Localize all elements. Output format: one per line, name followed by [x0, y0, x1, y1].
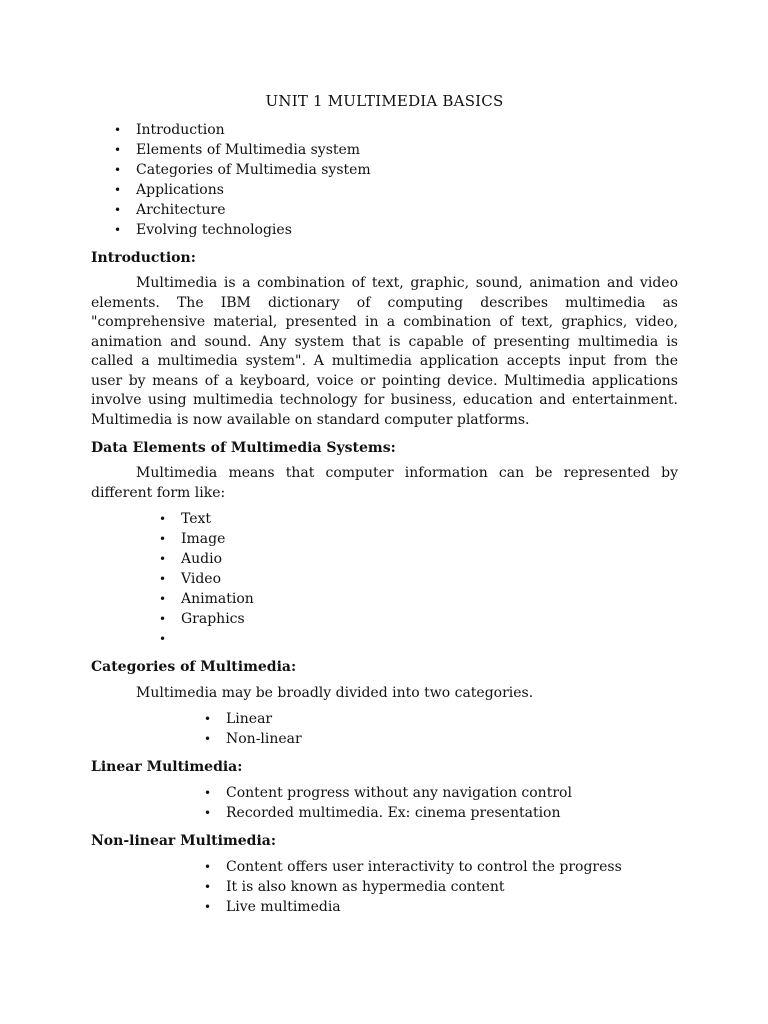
- categories-list: [204, 709, 678, 749]
- linear-heading: Linear Multimedia:: [91, 759, 243, 775]
- list-item: • Evolving technologies: [114, 222, 292, 238]
- list-item: [159, 629, 678, 649]
- bullet-icon: •: [114, 223, 122, 237]
- list-item: • Recorded multimedia. Ex: cinema presentation: [204, 805, 561, 821]
- bullet-icon: •: [159, 612, 167, 626]
- bullet-icon: •: [204, 712, 212, 726]
- categories-heading: Categories of Multimedia:: [91, 659, 297, 675]
- list-item: • Non-linear: [204, 731, 302, 747]
- nonlinear-list: [204, 857, 678, 917]
- introduction-heading: Introduction:: [91, 250, 196, 266]
- data-elements-list: [159, 509, 678, 649]
- list-item: • Content offers user interactivity to control the progress: [204, 859, 622, 875]
- bullet-icon: •: [204, 732, 212, 746]
- list-item: • Content progress without any navigation control: [204, 785, 572, 801]
- list-item: • Linear: [204, 711, 273, 727]
- list-item: • Text: [159, 511, 212, 527]
- data-elements-heading: Data Elements of Multimedia Systems:: [91, 440, 396, 456]
- nonlinear-heading: Non-linear Multimedia:: [91, 833, 277, 849]
- document-page: [91, 92, 678, 917]
- bullet-icon: •: [114, 203, 122, 217]
- page-title: UNIT 1 MULTIMEDIA BASICS: [265, 92, 504, 110]
- list-item: • Architecture: [114, 202, 226, 218]
- bullet-icon: •: [204, 786, 212, 800]
- list-item: • It is also known as hypermedia content: [204, 879, 505, 895]
- introduction-paragraph: Multimedia is a combination of text, graphic, sound, animation and video elements. The IBM dictionary of computing describes multimedia as "comprehensive material, presented in a combination of text, graphics, video, animation and sound. Any system that is capable of presenting multimedia is called a multimedia system". A multimedia application accepts input from the user by means of a keyboard, voice or pointing device. Multimedia applications involve using multimedia technology for business, education and entertainment. Multimedia is now available on standard computer platforms.: [91, 275, 678, 428]
- list-item: • Elements of Multimedia system: [114, 142, 361, 158]
- bullet-icon: •: [159, 512, 167, 526]
- list-item: • Graphics: [159, 611, 245, 627]
- bullet-icon: •: [204, 900, 212, 914]
- bullet-icon: •: [159, 532, 167, 546]
- bullet-icon: •: [159, 572, 167, 586]
- data-elements-paragraph: Multimedia means that computer information can be represented by different form like:: [91, 465, 678, 501]
- linear-list: [204, 783, 678, 823]
- bullet-icon: •: [159, 552, 167, 566]
- bullet-icon: •: [204, 880, 212, 894]
- bullet-icon: •: [159, 592, 167, 606]
- list-item: • Audio: [159, 551, 222, 567]
- list-item: • Applications: [114, 182, 224, 198]
- list-item: • Video: [159, 571, 222, 587]
- list-item: • Categories of Multimedia system: [114, 162, 371, 178]
- categories-paragraph: Multimedia may be broadly divided into two categories.: [136, 685, 534, 701]
- bullet-icon: •: [114, 183, 122, 197]
- bullet-icon: •: [114, 143, 122, 157]
- toc-list: [114, 120, 678, 240]
- list-item: • Animation: [159, 591, 254, 607]
- bullet-icon: •: [204, 860, 212, 874]
- list-item: • Introduction: [114, 122, 225, 138]
- bullet-icon: •: [159, 632, 167, 646]
- bullet-icon: •: [114, 163, 122, 177]
- bullet-icon: •: [114, 123, 122, 137]
- bullet-icon: •: [204, 806, 212, 820]
- list-item: • Image: [159, 531, 226, 547]
- list-item: • Live multimedia: [204, 899, 341, 915]
